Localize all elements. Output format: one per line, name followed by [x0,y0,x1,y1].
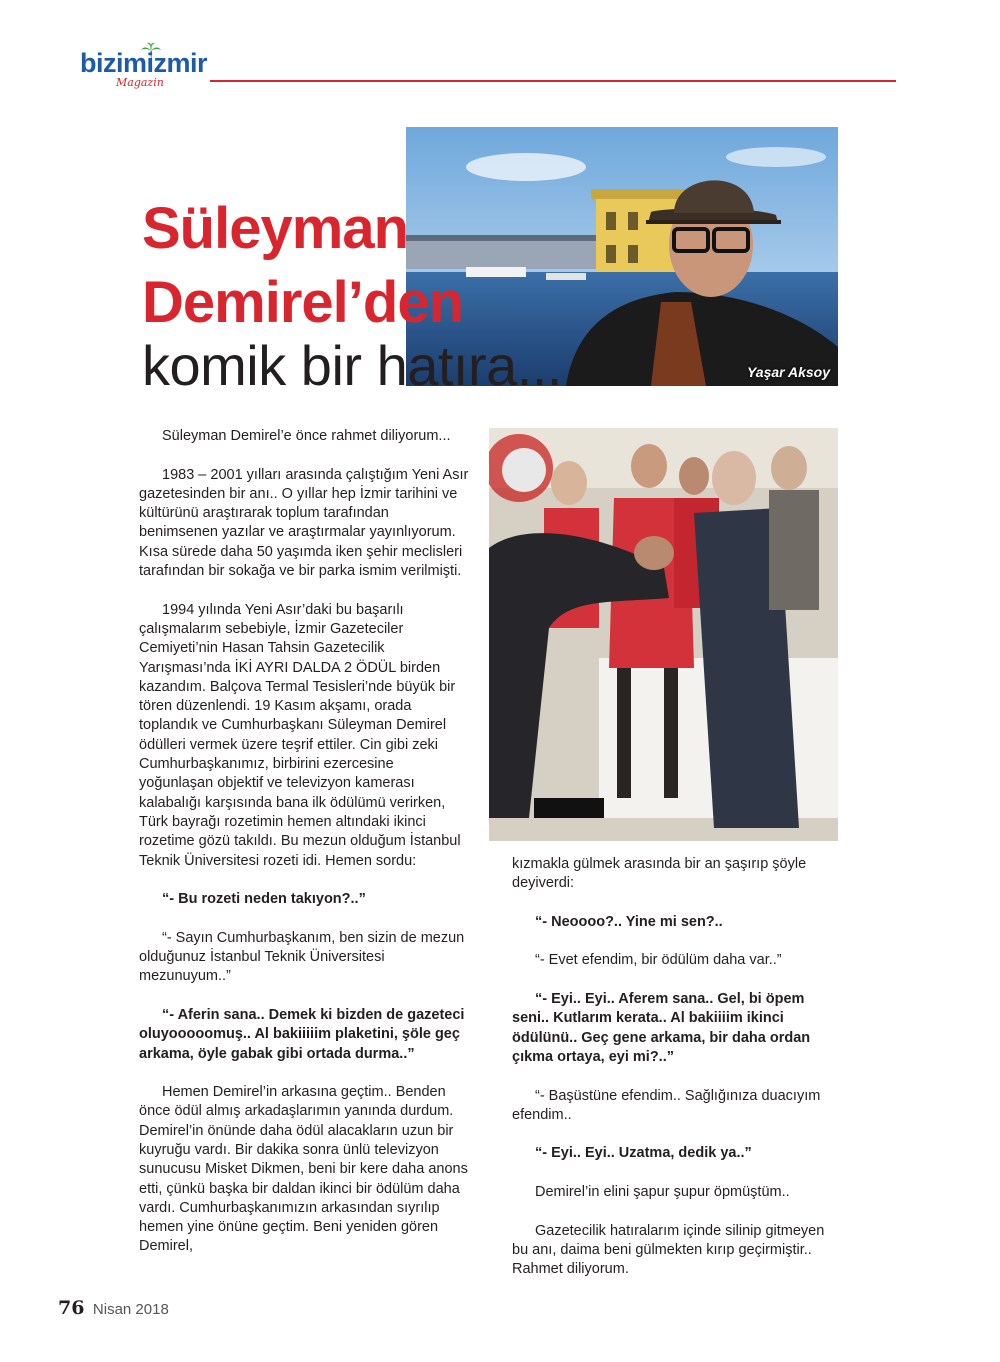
paragraph: 1983 – 2001 yılları arasında çalıştığım Yeni Asır gazetesinden bir anı.. O yıllar hep İzmir tarihini ve kültürünü araştırarak toplum tarafından benimsenen yazılar ve araştırmalar yayınlıyorum. Kısa sürede daha 50 yaşımda iken şehir meclisleri tarafından bir sokağa ve bir parka ismim verilmişti. [139,466,469,580]
paragraph: “- Sayın Cumhurbaşkanım, ben sizin de mezun olduğunuz İstanbul Teknik Üniversitesi mezunuyum..” [139,929,465,985]
issue-date: Nisan 2018 [92,1301,169,1318]
article-column-1 [139,427,469,1276]
header-rule [210,80,896,82]
ceremony-illustration [489,428,838,841]
magazine-logo [80,48,220,92]
article-column-2 [512,855,838,1299]
quote-paragraph: “- Neoooo?.. Yine mi sen?.. [535,913,723,930]
paragraph: Hemen Demirel’in arkasına geçtim.. Benden önce ödül almış arkadaşlarımın yanında durdum. Demirel’in önünde daha ödül alacakların uzun bir kuyruğu vardı. Bir dakika sonra ünlü televizyon sunucusu Misket Dikmen, beni bir kere daha anons etti, çünkü başka bir daldan ikinci bir ödülüm daha vardı. Cumhurbaşkanımızın arkasından sıyrılıp hemen yine önüne geçtim. Beni yeniden gören Demirel, [139,1084,468,1255]
award-ceremony-photo [489,428,838,841]
page-number: 76 [58,1297,85,1319]
quote-paragraph: “- Bu rozeti neden takıyon?..” [162,891,366,908]
paragraph: Demirel’in elini şapur şupur öpmüştüm.. [535,1184,790,1201]
paragraph: Süleyman Demirel’e önce rahmet diliyorum... [162,428,451,444]
quote-paragraph: “- Eyi.. Eyi.. Aferem sana.. Gel, bi öpem seni.. Kutlarım kerata.. Al bakiiiim ikinci ödülünü.. Geç gene arkama, bir daha ordan çıkma ortaya, eyi mi?..” [512,991,811,1065]
paragraph: “- Evet efendim, bir ödülüm daha var..” [535,952,782,969]
headline-line-2: Demirel’den [142,270,463,335]
quote-paragraph: “- Aferin sana.. Demek ki bizden de gazeteci oluyooooomuş.. Al bakiiiiim plaketini, şöle geç arkama, öyle gabak gibi ortada durma..” [139,1006,465,1062]
photo-credit: Yaşar Aksoy [746,364,830,380]
quote-paragraph: “- Eyi.. Eyi.. Uzatma, dedik ya..” [535,1145,752,1162]
paragraph: “- Başüstüne efendim.. Sağlığınıza duacıyım efendim.. [512,1087,821,1123]
paragraph: Gazetecilik hatıralarım içinde silinip gitmeyen bu anı, daima beni gülmekten kırıp geçirmiştir.. Rahmet diliyorum. [512,1222,825,1278]
logo-subtitle: Magazin [116,76,164,89]
logo-wordmark: bizimizmir [80,48,208,78]
headline-line-1: Süleyman [142,196,408,261]
page-folio [58,1297,169,1319]
paragraph: kızmakla gülmek arasında bir an şaşırıp şöyle deyiverdi: [512,856,807,892]
headline-line-3: komik bir hatıra... [142,334,562,397]
paragraph: 1994 yılında Yeni Asır’daki bu başarılı çalışmalarım sebebiyle, İzmir Gazeteciler Cemiyeti’nin Hasan Tahsin Gazetecilik Yarışması’nda İKİ AYRI DALDA 2 ÖDÜL birden kazandım. Balçova Termal Tesisleri’nde büyük bir tören düzenlendi. 19 Kasım akşamı, orada toplandık ve Cumhurbaşkanı Süleyman Demirel ödülleri vermek üzere teşrif ettiler. Cin gibi zeki Cumhurbaşkanımız, birbirini ezercesine yoğunlaşan objektif ve televizyon kamerası kalabalığı karşısında bana ilk ödülümü verirken, Türk bayrağı rozetimin hemen altındaki ikinci rozetime gözü takıldı. Bu mezun olduğum İstanbul Teknik Üniversitesi rozeti idi. Hemen sordu: [139,601,461,869]
